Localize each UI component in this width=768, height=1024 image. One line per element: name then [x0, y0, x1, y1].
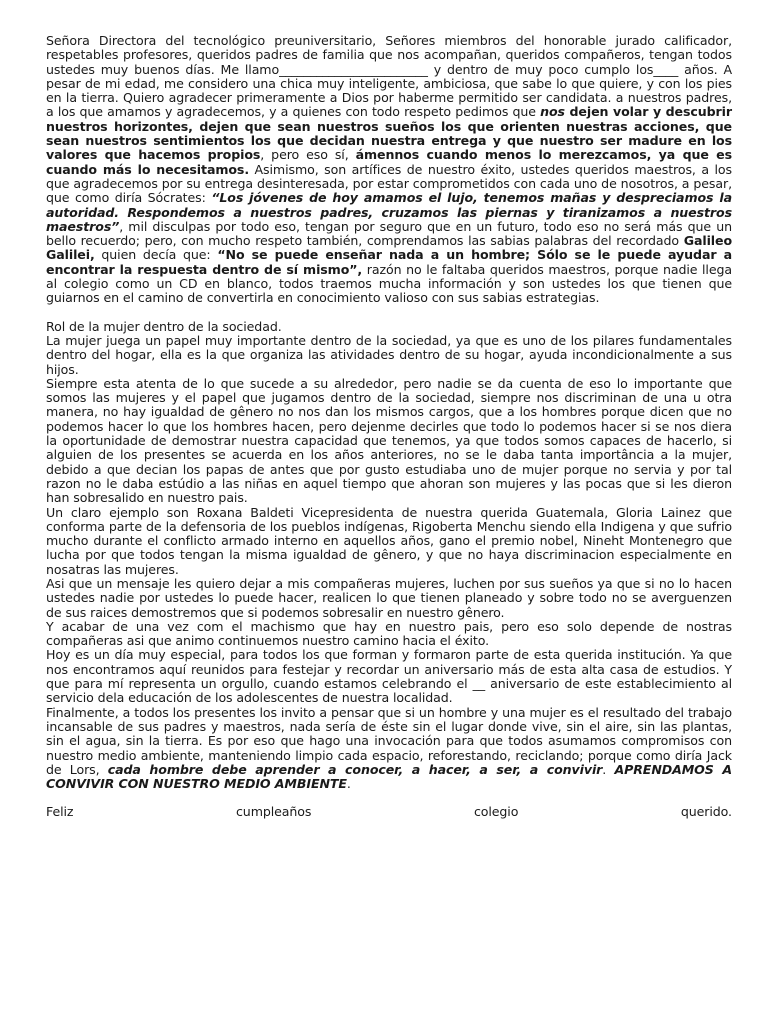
- intro-text-d: , mil disculpas por todo eso, tengan por seguro que en un futuro, todo eso no será más que un bello recuerdo; pero, con mucho respeto también, comprendamos las sabias palabras del recordado: [46, 218, 732, 249]
- galileo-quote: “No se puede enseñar nada a un hombre; Sólo se le puede ayudar a encontrar la respuesta dentro de sí mismo”,: [46, 247, 732, 277]
- intro-text-b: , pero eso sí,: [260, 147, 356, 163]
- intro-text-f: razón no le faltaba queridos maestros, porque nadie llega al colegio como un CD en blanco, todos traemos mucha información y son ustedes los que tienen que guiarnos en el camino de convertirla en conocimiento valioso con sus sabias estrategias.: [46, 261, 732, 306]
- intro-text-a: Señora Directora del tecnológico preuniversitario, Señores miembros del honorable jurado calificador, respetables profesores, queridos padres de familia que nos acompañan, queridos compañeros, tengan todos ustedes muy buenos días. Me llamo________________________ y dentro de muy poco cumplo los____ años. A pesar de mi edad, me considero una chica muy inteligente, ambiciosa, que sabe lo que quiere, y con los pies en la tierra. Quiero agradecer primeramente a Dios por haberme permitido ser candidata. a nuestros padres, a los que amamos y agradecemos, y a quienes con todo respeto pedimos que: [46, 33, 732, 120]
- galileo-name: Galileo Galilei,: [46, 233, 732, 263]
- section-paragraph-6: Hoy es un día muy especial, para todos los que forman y formaron parte de esta querida institución. Ya que nos encontramos aquí reunidos para festejar y recordar un aniversario más de esta alta casa de estudios. Y que para mí representa un orgullo, cuando estamos celebrando el __ aniversario de este establecimiento al servicio dela educación de los adolescentes de nuestra localidad.: [46, 647, 732, 706]
- closing-word-4: querido.: [680, 804, 732, 820]
- section-paragraph-1: La mujer juega un papel muy importante dentro de la sociedad, ya que es uno de los pilares fundamentales dentro del hogar, ella es la que organiza las atividades dentro de su hogar, ayuda incondicionalmente a sus hijos.: [46, 332, 732, 377]
- final-bold-call: APRENDAMOS A CONVIVIR CON NUESTRO MEDIO AMBIENTE: [46, 761, 733, 792]
- intro-nos: nos: [540, 104, 565, 120]
- closing-word-3: colegio: [473, 804, 519, 820]
- document-page: [46, 34, 732, 820]
- speech-intro-paragraph: [46, 34, 732, 306]
- final-text-c: .: [346, 776, 351, 792]
- intro-bold-request: dejen volar y descubrir nuestros horizontes, dejen que sean nuestros sueños los que orienten nuestras acciones, que sean nuestros sentimientos los que decidan nuestra entrega y que nuestro ser madure en los valores que hacemos propios: [46, 104, 732, 163]
- delors-quote: cada hombre debe aprender a conocer, a hacer, a ser, a convivir: [107, 761, 603, 777]
- closing-line: [46, 805, 732, 819]
- closing-word-2: cumpleaños: [235, 804, 312, 820]
- section-paragraph-3: Un claro ejemplo son Roxana Baldeti Vicepresidenta de nuestra querida Guatemala, Gloria Lainez que conforma parte de la defensoria de los pueblos indígenas, Rigoberta Menchu siendo ella Indigena y que sufrio mucho durante el conflicto armado interno en aquellos años, gano el premio nobel, Nineht Montenegro que lucha por que todos tengan la misma igualdad de gênero, y que no haya discriminacion especialmente en nosatras las mujeres.: [46, 504, 732, 577]
- final-text-a: Finalmente, a todos los presentes los invito a pensar que si un hombre y una mujer es el resultado del trabajo incansable de sus padres y maestros, nada sería de éste sin el lugar donde vive, sin el aire, sin las plantas, sin el agua, sin la tierra. Es por eso que hago una invocación para que todos asumamos compromisos con nuestro medio ambiente, manteniendo limpio cada espacio, reforestando, reciclando; porque como diría Jack de Lors,: [46, 704, 732, 777]
- intro-text-c: Asimismo, son artífices de nuestro éxito, ustedes queridos maestros, a los que agradecemos por su entrega desinteresada, por estar comprometidos con cada uno de nosotros, a pesar, que como diría Sócrates:: [46, 161, 732, 206]
- section-paragraph-4: Asi que un mensaje les quiero dejar a mis compañeras mujeres, luchen por sus sueños ya que si no lo hacen ustedes nadie por ustedes lo puede hacer, realicen lo que tienen planeado y sobre todo no se averguenzen de sus raices demostremos que si podemos sobresalir en nuestro gênero.: [46, 575, 732, 620]
- socrates-quote: “Los jóvenes de hoy amamos el lujo, tenemos mañas y despreciamos la autoridad. Respondemos a nuestros padres, cruzamos las piernas y tiranizamos a nuestros maestros”: [46, 190, 732, 234]
- final-text-b: .: [602, 761, 615, 777]
- section-paragraph-2: Siempre esta atenta de lo que sucede a su alrededor, pero nadie se da cuenta de eso lo importante que somos las mujeres y el papel que jugamos dentro de la sociedad, siempre nos discriminan de una u otra manera, no hay igualdad de gênero no nos dan los mismos cargos, que a los hombres porque dicen que no podemos hacer lo que los hombres hacen, pero dejenme decirles que todo lo podemos hacer si se nos diera la oportunidade de demostrar nuestra capacidad que tenemos, ya que todos somos capaces de hacerlo, si alguien de los presentes se acuerda en los años anteriores, no se le daba tanta importância a la mujer, debido a que decian los papas de antes que por gusto estudiaba uno de mujer porque no servia y por tal razon no le daba estúdio a las niñas en aquel tiempo que ahoran son mujeres y las pocas que si les dieron han sobresalido en nuestro pais.: [46, 375, 732, 506]
- section-title: Rol de la mujer dentro de la sociedad.: [46, 318, 282, 334]
- intro-text-e: quien decía que:: [94, 247, 218, 263]
- section-paragraph-5: Y acabar de una vez com el machismo que hay en nuestro pais, pero eso solo depende de nostras compañeras asi que animo continuemos nuestro camino hacia el éxito.: [46, 618, 732, 649]
- section-paragraph-7: [46, 706, 732, 792]
- intro-bold-love: ámennos cuando menos lo merezcamos, ya que es cuando más lo necesitamos.: [46, 147, 732, 177]
- closing-word-1: Feliz: [46, 804, 74, 820]
